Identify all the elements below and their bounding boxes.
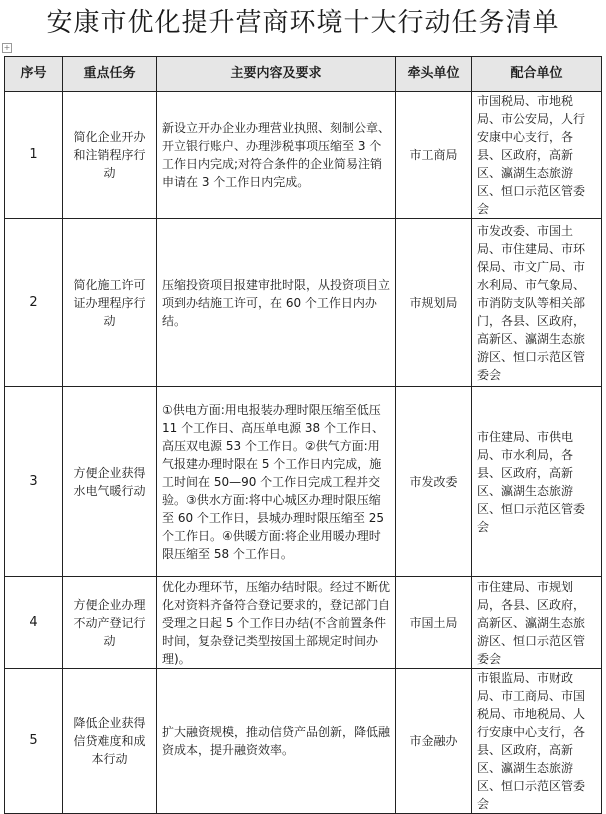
row-task: 方便企业获得水电气暖行动 bbox=[63, 387, 157, 577]
table-row bbox=[5, 669, 602, 814]
row-content: 压缩投资项目报建审批时限，从投资项目立项到办结施工许可，在 60 个工作日内办结。 bbox=[157, 219, 396, 387]
header-task: 重点任务 bbox=[63, 57, 157, 92]
table-row bbox=[5, 219, 602, 387]
table-header-row bbox=[5, 57, 602, 92]
header-content: 主要内容及要求 bbox=[157, 57, 396, 92]
header-lead: 牵头单位 bbox=[396, 57, 472, 92]
row-coop: 市国税局、市地税局、市公安局，人行安康中心支行，各县、区政府，高新区、瀛湖生态旅游区、恒口示范区管委会 bbox=[472, 92, 602, 219]
row-lead: 市工商局 bbox=[396, 92, 472, 219]
row-coop: 市住建局、市规划局，各县、区政府，高新区、瀛湖生态旅游区、恒口示范区管委会 bbox=[472, 577, 602, 669]
row-number: 1 bbox=[5, 92, 63, 219]
header-no: 序号 bbox=[5, 57, 63, 92]
page-title: 安康市优化提升营商环境十大行动任务清单 bbox=[46, 8, 560, 38]
row-lead: 市规划局 bbox=[396, 219, 472, 387]
row-number: 2 bbox=[5, 219, 63, 387]
row-content: 优化办理环节，压缩办结时限。经过不断优化对资料齐备符合登记要求的，登记部门自受理之日起 5 个工作日办结(不含前置条件时间，复杂登记类型按国土部规定时间办理)。 bbox=[157, 577, 396, 669]
row-number: 5 bbox=[5, 669, 63, 814]
table-move-handle-icon[interactable]: + bbox=[3, 43, 11, 52]
row-content: 新设立开办企业办理营业执照、刻制公章、开立银行账户、办理涉税事项压缩至 3 个工作日内完成;对符合条件的企业简易注销申请在 3 个工作日内完成。 bbox=[157, 92, 396, 219]
row-content: ①供电方面:用电报装办理时限压缩至低压 11 个工作日、高压单电源 38 个工作日、高压双电源 53 个工作日。②供气方面:用气报建办理时限在 5 个工作日内完成，施工时间在 50—90 个工作日完成工程并交验。③供水方面:将中心城区办理时限压缩至 60 个工作日，县城办理时限压缩至 25 个工作日。④供暖方面:将企业用暖办理时限压缩至 58 个工作日。 bbox=[157, 387, 396, 577]
row-task: 简化施工许可证办理程序行动 bbox=[63, 219, 157, 387]
row-content: 扩大融资规模，推动信贷产品创新，降低融资成本，提升融资效率。 bbox=[157, 669, 396, 814]
row-lead: 市金融办 bbox=[396, 669, 472, 814]
row-task: 简化企业开办和注销程序行动 bbox=[63, 92, 157, 219]
table-row bbox=[5, 577, 602, 669]
row-task: 降低企业获得信贷难度和成本行动 bbox=[63, 669, 157, 814]
row-number: 3 bbox=[5, 387, 63, 577]
task-table bbox=[4, 56, 602, 814]
row-coop: 市银监局、市财政局、市工商局、市国税局、市地税局、人行安康中心支行，各县、区政府，高新区、瀛湖生态旅游区、恒口示范区管委会 bbox=[472, 669, 602, 814]
header-coop: 配合单位 bbox=[472, 57, 602, 92]
table-row bbox=[5, 387, 602, 577]
table-row bbox=[5, 92, 602, 219]
row-task: 方便企业办理不动产登记行动 bbox=[63, 577, 157, 669]
row-coop: 市发改委、市国土局、市住建局、市环保局、市文广局、市水利局、市气象局、市消防支队等相关部门，各县、区政府，高新区、瀛湖生态旅游区、恒口示范区管委会 bbox=[472, 219, 602, 387]
row-coop: 市住建局、市供电局、市水利局，各县、区政府，高新区、瀛湖生态旅游区、恒口示范区管委会 bbox=[472, 387, 602, 577]
row-lead: 市发改委 bbox=[396, 387, 472, 577]
row-lead: 市国土局 bbox=[396, 577, 472, 669]
row-number: 4 bbox=[5, 577, 63, 669]
